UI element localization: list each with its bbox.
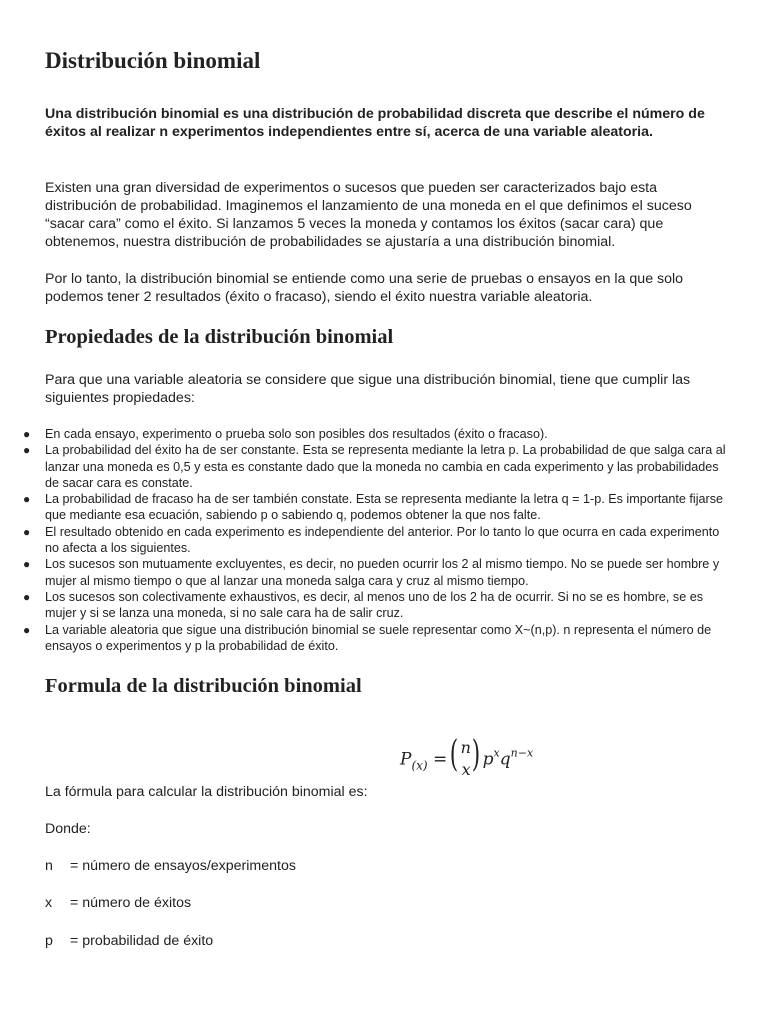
properties-list xyxy=(23,426,735,654)
formula-lead: La fórmula para calcular la distribución binomial es: xyxy=(45,784,368,800)
intro-paragraph-2: Por lo tanto, la distribución binomial se entiende como una serie de pruebas o ensayos en la que solo podemos tener 2 resultados (éxito o fracaso), siendo el éxito nuestra variable aleatoria. xyxy=(45,271,684,305)
properties-lead: Para que una variable aleatoria se considere que sigue una distribución binomial, tiene que cumplir las siguientes propiedades: xyxy=(45,372,691,406)
list-item: ● En cada ensayo, experimento o prueba solo son posibles dos resultados (éxito o fracaso). xyxy=(23,427,548,441)
section-heading-formula: Formula de la distribución binomial xyxy=(45,675,362,697)
bullet-icon: ● xyxy=(23,557,31,572)
definition-n: n = número de ensayos/experimentos xyxy=(45,858,296,874)
list-item: ● La probabilidad del éxito ha de ser constante. Esta se representa mediante la letra p. La probabilidad de que salga cara al lanzar una moneda es 0,5 y esta es constante dado que la moneda no cambia en cada experimento y las probabilidades de sacar cara es constate. xyxy=(23,443,726,490)
bullet-icon: ● xyxy=(23,589,31,604)
donde-label: Donde: xyxy=(45,821,91,837)
bullet-icon: ● xyxy=(23,622,31,637)
intro-bold-paragraph: Una distribución binomial es una distribución de probabilidad discreta que describe el número de éxitos al realizar n experimentos independientes entre sí, acerca de una variable aleatoria. xyxy=(45,106,705,140)
bullet-icon: ● xyxy=(23,443,31,458)
list-item: ● La probabilidad de fracaso ha de ser también constate. Esta se representa mediante la letra q = 1-p. Es importante fijarse que mediante esa ecuación, sabiendo p o sabiendo q, podemos obtener la que nos falte. xyxy=(23,492,724,523)
bullet-icon: ● xyxy=(23,492,31,507)
binomial-formula: $P_{(x)}$ = ( n x ) $p^xq^{n-x}$ xyxy=(400,738,533,782)
intro-paragraph-1: Existen una gran diversidad de experimentos o sucesos que pueden ser caracterizados bajo esta distribución de probabilidad. Imaginemos el lanzamiento de una moneda en el que definimos el suceso “sacar cara” como el éxito. Si lanzamos 5 veces la moneda y contamos los éxitos (sacar cara) que obtenemos, nuestra distribución de probabilidades se ajustaría a una distribución binomial. xyxy=(45,180,692,250)
definition-x: x = número de éxitos xyxy=(45,895,192,911)
page-title: Distribución binomial xyxy=(45,48,261,73)
bullet-icon: ● xyxy=(23,524,31,539)
binomial-coefficient: ( n x ) xyxy=(449,734,480,779)
list-item: ● El resultado obtenido en cada experimento es independiente del anterior. Por lo tanto lo que ocurra en cada experimento no afecta a los siguientes. xyxy=(23,524,720,556)
bullet-icon: ● xyxy=(23,427,31,441)
list-item: ● La variable aleatoria que sigue una distribución binomial se suele representar como X~(n,p). n representa el número de ensayos o experimentos y p la probabilidad de éxito. xyxy=(23,622,712,653)
list-item: ● Los sucesos son colectivamente exhaustivos, es decir, al menos uno de los 2 ha de ocurrir. Si no se es hombre, se es mujer y si se lanza una moneda, si no sale cara ha de salir cruz. xyxy=(23,589,704,621)
section-heading-properties: Propiedades de la distribución binomial xyxy=(45,326,394,348)
definition-p: p = probabilidad de éxito xyxy=(45,933,214,949)
list-item: ● Los sucesos son mutuamente excluyentes, es decir, no pueden ocurrir los 2 al mismo tiempo. No se puede ser hombre y mujer al mismo tiempo o que al lanzar una moneda salga cara y cruz al mismo tiempo. xyxy=(23,557,720,588)
